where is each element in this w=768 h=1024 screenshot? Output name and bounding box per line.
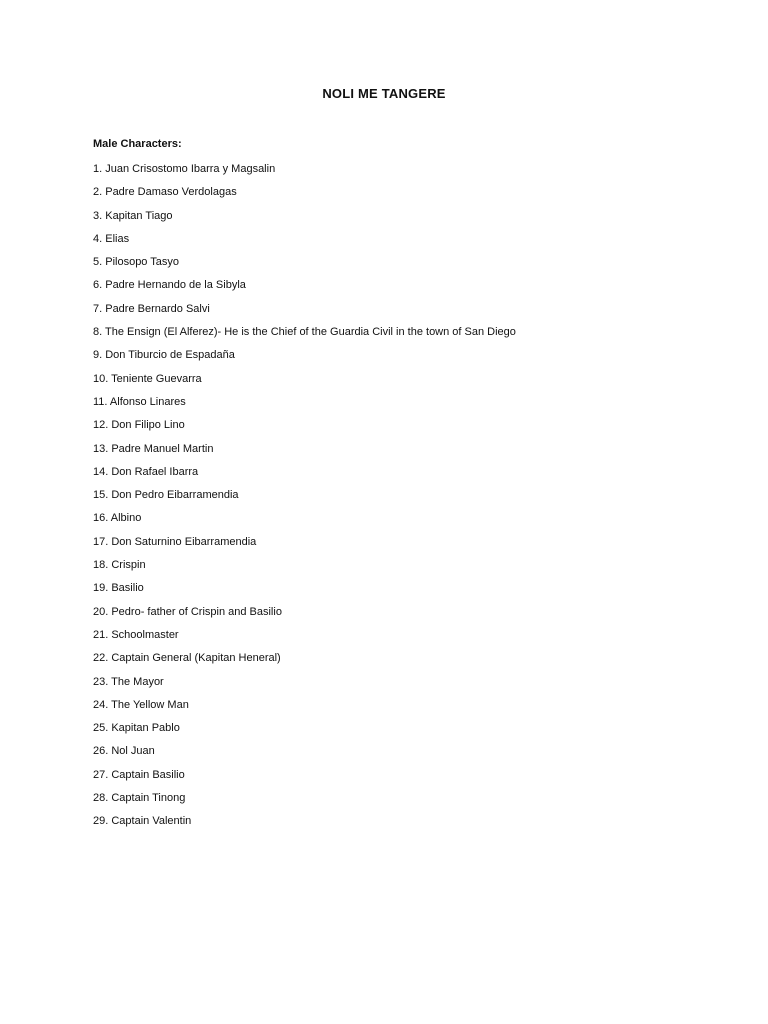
character-list-item: 4. Elias xyxy=(93,232,130,245)
character-list-item: 28. Captain Tinong xyxy=(93,792,186,805)
character-list-item: 18. Crispin xyxy=(93,559,146,572)
character-list-item: 24. The Yellow Man xyxy=(93,698,189,711)
character-list-item: 12. Don Filipo Lino xyxy=(93,419,185,432)
character-list-item: 14. Don Rafael Ibarra xyxy=(93,465,199,478)
character-list-item: 2. Padre Damaso Verdolagas xyxy=(93,186,237,199)
character-list-item: 10. Teniente Guevarra xyxy=(93,372,202,385)
character-list-item: 11. Alfonso Linares xyxy=(93,395,186,408)
character-list-item: 21. Schoolmaster xyxy=(93,628,179,641)
character-list-item: 25. Kapitan Pablo xyxy=(93,722,180,735)
document-title: NOLI ME TANGERE xyxy=(322,86,446,101)
character-list-item: 17. Don Saturnino Eibarramendia xyxy=(93,535,257,548)
character-list-item: 16. Albino xyxy=(93,512,142,525)
character-list-item: 20. Pedro- father of Crispin and Basilio xyxy=(93,605,282,618)
character-list-item: 27. Captain Basilio xyxy=(93,768,185,781)
character-list xyxy=(93,162,516,838)
character-list-item: 26. Nol Juan xyxy=(93,745,155,758)
character-list-item: 7. Padre Bernardo Salvi xyxy=(93,302,210,315)
character-list-item: 6. Padre Hernando de la Sibyla xyxy=(93,279,246,292)
character-list-item: 29. Captain Valentin xyxy=(93,815,192,828)
character-list-item: 22. Captain General (Kapitan Heneral) xyxy=(93,652,281,665)
character-list-item: 13. Padre Manuel Martin xyxy=(93,442,214,455)
character-list-item: 5. Pilosopo Tasyo xyxy=(93,256,180,269)
character-list-item: 19. Basilio xyxy=(93,582,144,595)
character-list-item: 8. The Ensign (El Alferez)- He is the Chief of the Guardia Civil in the town of San Diego xyxy=(93,326,516,339)
section-heading-male-characters: Male Characters: xyxy=(93,138,182,150)
character-list-item: 15. Don Pedro Eibarramendia xyxy=(93,489,239,502)
character-list-item: 9. Don Tiburcio de Espadaña xyxy=(93,349,235,362)
character-list-item: 23. The Mayor xyxy=(93,675,164,688)
character-list-item: 1. Juan Crisostomo Ibarra y Magsalin xyxy=(93,163,276,175)
character-list-item: 3. Kapitan Tiago xyxy=(93,209,173,222)
